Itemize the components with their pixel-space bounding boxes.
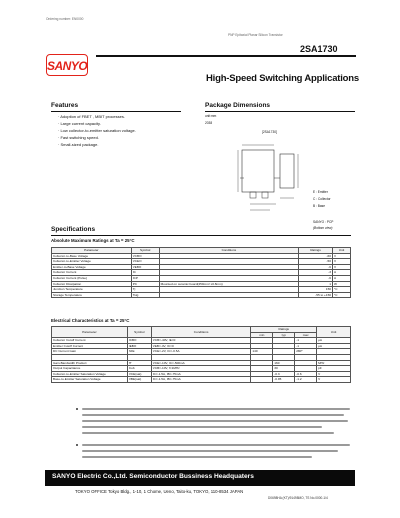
cell: Collector Current <box>52 270 132 276</box>
package-top-label: [2SA1730] <box>262 130 277 134</box>
order-number: Ordering number: EN0000 <box>46 17 84 21</box>
col-header: Ratings <box>251 327 317 333</box>
cell: V <box>317 377 351 383</box>
cell: Collector-to-Emitter Saturation Voltage <box>52 371 128 377</box>
col-header: Parameter <box>52 327 128 338</box>
bullet-icon <box>76 444 78 446</box>
cell: Emitter Cutoff Current <box>52 343 128 349</box>
feature-item: · Low collector-to-emitter saturation voltage. <box>58 128 136 133</box>
package-code-2: SANYO : PCP <box>313 220 334 224</box>
features-heading: Features <box>51 102 79 109</box>
text-line <box>82 456 312 458</box>
pin-emitter: E : Emitter <box>313 190 328 194</box>
cell: Emitter-to-Base Voltage <box>52 264 132 270</box>
cell: hFE <box>127 349 151 355</box>
cell: MHz <box>317 360 351 366</box>
document-code: D0698HA (KT)/91498MO, TS No.0000-1/4 <box>268 496 328 500</box>
cell: Storage Temperature <box>52 292 132 298</box>
cell: °C <box>333 292 351 298</box>
abs-max-table <box>51 247 351 298</box>
cell: V <box>333 264 351 270</box>
cell: IC <box>131 270 159 276</box>
page-title: High-Speed Switching Applications <box>206 73 359 84</box>
cell: W <box>333 281 351 287</box>
transistor-type: PNP Epitaxial Planar Silicon Transistor <box>228 33 283 37</box>
cell: -1.2 <box>295 377 317 383</box>
col-header: min <box>251 332 273 338</box>
cell: Collector-to-Base Voltage <box>52 253 132 259</box>
cell: Tstg <box>131 292 159 298</box>
cell: V <box>317 371 351 377</box>
cell: Collector-to-Emitter Voltage <box>52 259 132 265</box>
cell: A <box>333 270 351 276</box>
cell: fT <box>127 360 151 366</box>
cell: VCE(sat) <box>127 371 151 377</box>
cell: -6 <box>299 264 333 270</box>
cell: Junction Temperature <box>52 287 132 293</box>
cell: IEBO <box>127 343 151 349</box>
package-drawing <box>230 138 320 220</box>
package-view: (Bottom view) <box>313 226 333 230</box>
cell: Cob <box>127 366 151 372</box>
cell: VCB=-40V, IE=0 <box>151 338 251 344</box>
col-header: Unit <box>333 248 351 254</box>
cell: 150 <box>299 287 333 293</box>
cell <box>251 377 273 383</box>
cell: pF <box>317 366 351 372</box>
cell: -6 <box>299 275 333 281</box>
cell: 140 <box>251 349 273 355</box>
cell: -60 <box>299 253 333 259</box>
cell: VCEO <box>131 259 159 265</box>
cell: VEB=-4V, IC=0 <box>151 343 251 349</box>
feature-item: · Adoption of FBET , MBIT processes. <box>58 114 125 119</box>
cell: 280* <box>295 349 317 355</box>
cell: -50 <box>299 259 333 265</box>
feature-item: · Fast switching speed. <box>58 135 99 140</box>
elec-heading: Electrical Characteristics at Ta = 25°C <box>51 318 130 323</box>
cell: -0.6 <box>295 371 317 377</box>
cell: Collector Dissipation <box>52 281 132 287</box>
cell: ICBO <box>127 338 151 344</box>
sanyo-logo: SANYO <box>46 54 88 76</box>
package-rule <box>205 111 355 112</box>
cell: VEBO <box>131 264 159 270</box>
cell: Tj <box>131 287 159 293</box>
cell: VCE=-2V, IC=-0.5A <box>151 349 251 355</box>
cell: V <box>333 259 351 265</box>
feature-item: · Large current capacity. <box>58 121 101 126</box>
cell: VCE=-10V, IC=-500mA <box>151 360 251 366</box>
col-header: Symbol <box>131 248 159 254</box>
bullet-icon <box>76 408 78 410</box>
col-header: typ <box>273 332 295 338</box>
company-address: TOKYO OFFICE Tokyo Bldg., 1-10, 1 Chome, Ueno, Taito-ku, TOKYO, 110-8534 JAPAN <box>75 489 244 494</box>
text-line <box>82 408 350 410</box>
cell: -1 <box>295 338 317 344</box>
abs-max-heading: Absolute Maximum Ratings at Ta = 25°C <box>51 238 135 243</box>
text-line <box>82 450 338 452</box>
cell: -0.95 <box>273 377 295 383</box>
cell: Collector Cutoff Current <box>52 338 128 344</box>
cell: 160 <box>273 360 295 366</box>
cell: -3 <box>299 270 333 276</box>
cell: μA <box>317 338 351 344</box>
text-line <box>82 420 348 422</box>
pin-base: B : Base <box>313 204 326 208</box>
cell: VCBO <box>131 253 159 259</box>
text-line <box>82 432 334 434</box>
text-line <box>82 426 322 428</box>
col-header: Conditions <box>151 327 251 338</box>
text-line <box>82 414 344 416</box>
cell: IC=-1.5A, IB=-75mA <box>151 377 251 383</box>
cell: Output Capacitance <box>52 366 128 372</box>
cell: IC=-1.5A, IB=-75mA <box>151 371 251 377</box>
col-header: Parameter <box>52 248 132 254</box>
col-header: Ratings <box>299 248 333 254</box>
table-row <box>52 292 351 298</box>
cell: ICP <box>131 275 159 281</box>
pin-collector: C : Collector <box>313 197 331 201</box>
elec-table <box>51 326 351 383</box>
cell: 30 <box>273 366 295 372</box>
cell: 1 <box>299 281 333 287</box>
cell: Mounted on ceramic board(250mm² x0.8mm) <box>159 281 299 287</box>
cell: VBE(sat) <box>127 377 151 383</box>
cell: VCB=-10V, f=1MHz <box>151 366 251 372</box>
package-unit: unit:mm <box>205 114 217 118</box>
package-code: 2038 <box>205 121 213 125</box>
col-header: max <box>295 332 317 338</box>
cell: Collector Current (Pulse) <box>52 275 132 281</box>
cell: -1 <box>295 343 317 349</box>
cell: Gain-Bandwidth Product <box>52 360 128 366</box>
cell: DC Current Gain <box>52 349 128 355</box>
cell: °C <box>333 287 351 293</box>
cell: -55 to +150 <box>299 292 333 298</box>
specifications-heading: Specifications <box>51 226 96 233</box>
features-rule <box>51 111 181 112</box>
feature-item: · Small-sized package. <box>58 142 99 147</box>
cell: μA <box>317 343 351 349</box>
col-header: Conditions <box>159 248 299 254</box>
text-line <box>82 444 350 446</box>
specifications-rule <box>51 235 351 236</box>
part-number: 2SA1730 <box>300 44 338 54</box>
package-heading: Package Dimensions <box>205 102 271 109</box>
cell <box>159 292 299 298</box>
table-row <box>52 377 351 383</box>
col-header: Symbol <box>127 327 151 338</box>
company-name: SANYO Electric Co.,Ltd. Semiconductor Bussiness Headquaters <box>52 473 254 480</box>
cell: PC <box>131 281 159 287</box>
cell: -0.3 <box>273 371 295 377</box>
cell: V <box>333 253 351 259</box>
header-rule <box>96 55 356 57</box>
col-header: Unit <box>317 327 351 338</box>
cell: A <box>333 275 351 281</box>
cell: Base-to-Emitter Saturation Voltage <box>52 377 128 383</box>
